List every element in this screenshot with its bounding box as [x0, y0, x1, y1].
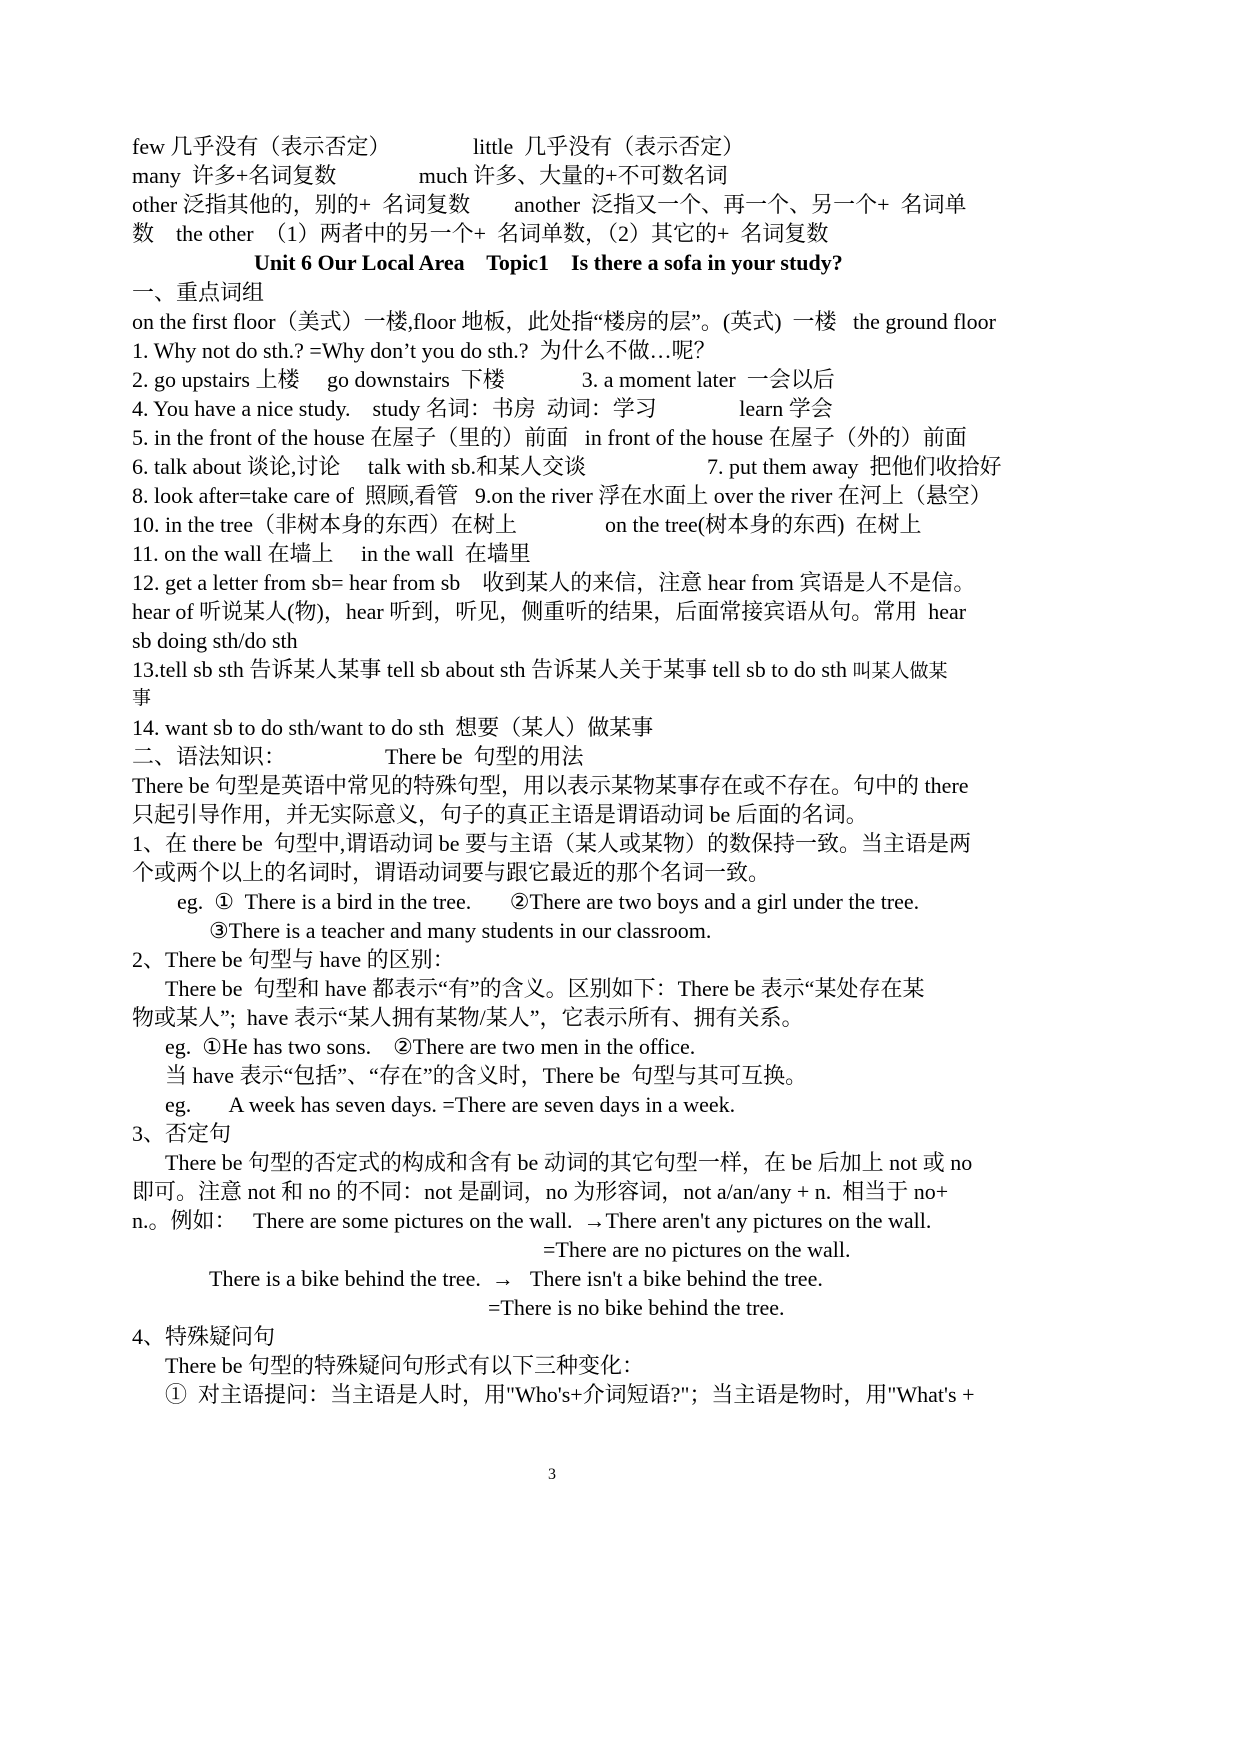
unit-title: Unit 6 Our Local Area Topic1 Is there a sofa in your study?	[254, 250, 843, 275]
text-line: There be 句型的否定式的构成和含有 be 动词的其它句型一样，在 be 后加上 not 或 no	[165, 1150, 973, 1175]
text-line: 只起引导作用，并无实际意义，句子的真正主语是谓语动词 be 后面的名词。	[132, 802, 868, 827]
text-line: 即可。注意 not 和 no 的不同：not 是副词，no 为形容词，not a/an/any + n. 相当于 no+	[132, 1179, 949, 1204]
text-line: 1. Why not do sth.? =Why don’t you do sth.? 为什么不做…呢？	[132, 338, 716, 363]
text-line: There be 句型是英语中常见的特殊句型，用以表示某物某事存在或不存在。句中的 there	[132, 773, 969, 798]
text-line: 1、在 there be 句型中,谓语动词 be 要与主语（某人或某物）的数保持一致。当主语是两	[132, 831, 971, 856]
example-line: eg. ①He has two sons. ②There are two men in the office.	[165, 1034, 696, 1059]
example-line: ③There is a teacher and many students in our classroom.	[209, 918, 712, 943]
example-line: =There is no bike behind the tree.	[488, 1295, 785, 1320]
text-line: 12. get a letter from sb= hear from sb 收到某人的来信，注意 hear from 宾语是人不是信。	[132, 570, 976, 595]
text-line: 2. go upstairs 上楼 go downstairs 下楼 3. a moment later 一会以后	[132, 367, 835, 392]
text-line: sb doing sth/do sth	[132, 628, 298, 653]
text-line: 5. in the front of the house 在屋子（里的）前面 in front of the house 在屋子（外的）前面	[132, 425, 967, 450]
page-number: 3	[548, 1466, 556, 1483]
text-line: few 几乎没有（表示否定） little 几乎没有（表示否定）	[132, 134, 745, 159]
text-line: 14. want sb to do sth/want to do sth 想要（某人）做某事	[132, 715, 654, 740]
subsection-heading: 4、特殊疑问句	[132, 1324, 276, 1349]
text-line: on the first floor（美式）一楼,floor 地板，此处指“楼房的层”。(英式) 一楼 the ground floor	[132, 309, 996, 334]
text-line: 个或两个以上的名词时，谓语动词要与跟它最近的那个名词一致。	[132, 860, 771, 885]
example-line: eg. ① There is a bird in the tree. ②There are two boys and a girl under the tree.	[177, 889, 920, 914]
subsection-heading: 3、否定句	[132, 1121, 232, 1146]
item-13-small: 叫某人做某	[852, 661, 948, 682]
text-line: other 泛指其他的，别的+ 名词复数 another 泛指又一个、再一个、另一个+ 名词单	[132, 192, 967, 217]
item-13-continuation: 事	[132, 688, 152, 709]
example-line: eg. A week has seven days. =There are seven days in a week.	[165, 1092, 736, 1117]
text-line: 10. in the tree（非树本身的东西）在树上 on the tree(树本身的东西) 在树上	[132, 512, 922, 537]
text-line: 11. on the wall 在墙上 in the wall 在墙里	[132, 541, 531, 566]
text-line: 当 have 表示“包括”、“存在”的含义时，There be 句型与其可互换。	[165, 1063, 808, 1088]
item-13-main: 13.tell sb sth 告诉某人某事 tell sb about sth 告诉某人关于某事 tell sb to do sth	[132, 657, 853, 682]
text-line: 6. talk about 谈论,讨论 talk with sb.和某人交谈 7. put them away 把他们收拾好	[132, 454, 1002, 479]
text-line: n.。例如： There are some pictures on the wall. →There aren't any pictures on the wall.	[132, 1208, 932, 1233]
text-line: There be 句型和 have 都表示“有”的含义。区别如下：There be 表示“某处存在某	[165, 976, 925, 1001]
text-line: 数 the other （1）两者中的另一个+ 名词单数，（2）其它的+ 名词复数	[132, 221, 829, 246]
section-heading: 二、语法知识： There be 句型的用法	[132, 744, 584, 769]
example-line: =There are no pictures on the wall.	[543, 1237, 851, 1262]
subsection-heading: 2、There be 句型与 have 的区别：	[132, 947, 455, 972]
example-line: There is a bike behind the tree. → There isn't a bike behind the tree.	[209, 1266, 823, 1291]
text-line: 8. look after=take care of 照顾,看管 9.on the river 浮在水面上 over the river 在河上（悬空）	[132, 483, 992, 508]
text-line: 物或某人”; have 表示“某人拥有某物/某人”，它表示所有、拥有关系。	[132, 1005, 804, 1030]
section-heading: 一、重点词组	[132, 280, 265, 305]
item-13-line	[132, 654, 948, 688]
text-line: There be 句型的特殊疑问句形式有以下三种变化：	[165, 1353, 645, 1378]
text-line: many 许多+名词复数 much 许多、大量的+不可数名词	[132, 163, 728, 188]
text-line: hear of 听说某人(物)，hear 听到，听见，侧重听的结果，后面常接宾语从句。常用 hear	[132, 599, 967, 624]
text-line: 4. You have a nice study. study 名词：书房 动词：学习 learn 学会	[132, 396, 833, 421]
text-line: ① 对主语提问：当主语是人时，用"Who's+介词短语?"；当主语是物时，用"What's +	[165, 1382, 975, 1407]
